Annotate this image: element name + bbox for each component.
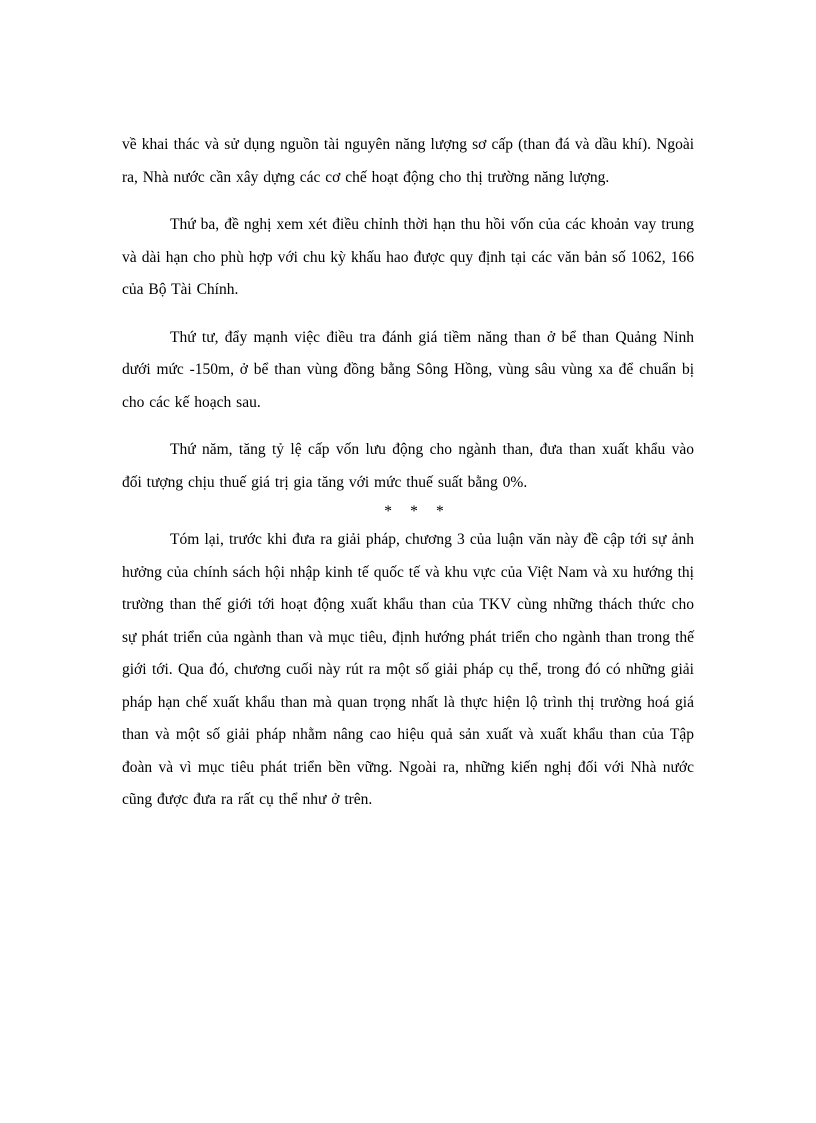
document-body — [122, 129, 694, 817]
section-separator — [122, 499, 694, 524]
paragraph-recommendation-third: Thứ ba, đề nghị xem xét điều chỉnh thời hạn thu hồi vốn của các khoản vay trung và dài hạn cho phù hợp với chu kỳ khấu hao được quy định tại các văn bản số 1062, 166 của Bộ Tài Chính. — [122, 216, 694, 298]
paragraph-summary: Tóm lại, trước khi đưa ra giải pháp, chương 3 của luận văn này đề cập tới sự ảnh hưởng của chính sách hội nhập kinh tế quốc tế và khu vực của Việt Nam và xu hướng thị trường than thế giới tới hoạt động xuất khẩu than của TKV cùng những thách thức cho sự phát triển của ngành than và mục tiêu, định hướng phát triển cho ngành than trong thế giới tới. Qua đó, chương cuối này rút ra một số giải pháp cụ thể, trong đó có những giải pháp hạn chế xuất khẩu than mà quan trọng nhất là thực hiện lộ trình thị trường hoá giá than và một số giải pháp nhằm nâng cao hiệu quả sản xuất và xuất khẩu than của Tập đoàn và vì mục tiêu phát triển bền vững. Ngoài ra, những kiến nghị đối với Nhà nước cũng được đưa ra rất cụ thể như ở trên. — [122, 531, 694, 808]
paragraph-energy-resources: về khai thác và sử dụng nguồn tài nguyên năng lượng sơ cấp (than đá và dầu khí). Ngoài ra, Nhà nước cần xây dựng các cơ chế hoạt động cho thị trường năng lượng. — [122, 136, 694, 186]
separator-star: * — [436, 503, 444, 520]
separator-star: * — [384, 503, 392, 520]
paragraph-recommendation-fourth: Thứ tư, đẩy mạnh việc điều tra đánh giá tiềm năng than ở bể than Quảng Ninh dưới mức -150m, ở bể than vùng đồng bằng Sông Hồng, vùng sâu vùng xa để chuẩn bị cho các kế hoạch sau. — [122, 328, 694, 411]
paragraph-recommendation-fifth: Thứ năm, tăng tỷ lệ cấp vốn lưu động cho ngành than, đưa than xuất khẩu vào đối tượng chịu thuế giá trị gia tăng với mức thuế suất bằng 0%. — [122, 441, 694, 491]
separator-star: * — [410, 503, 418, 520]
